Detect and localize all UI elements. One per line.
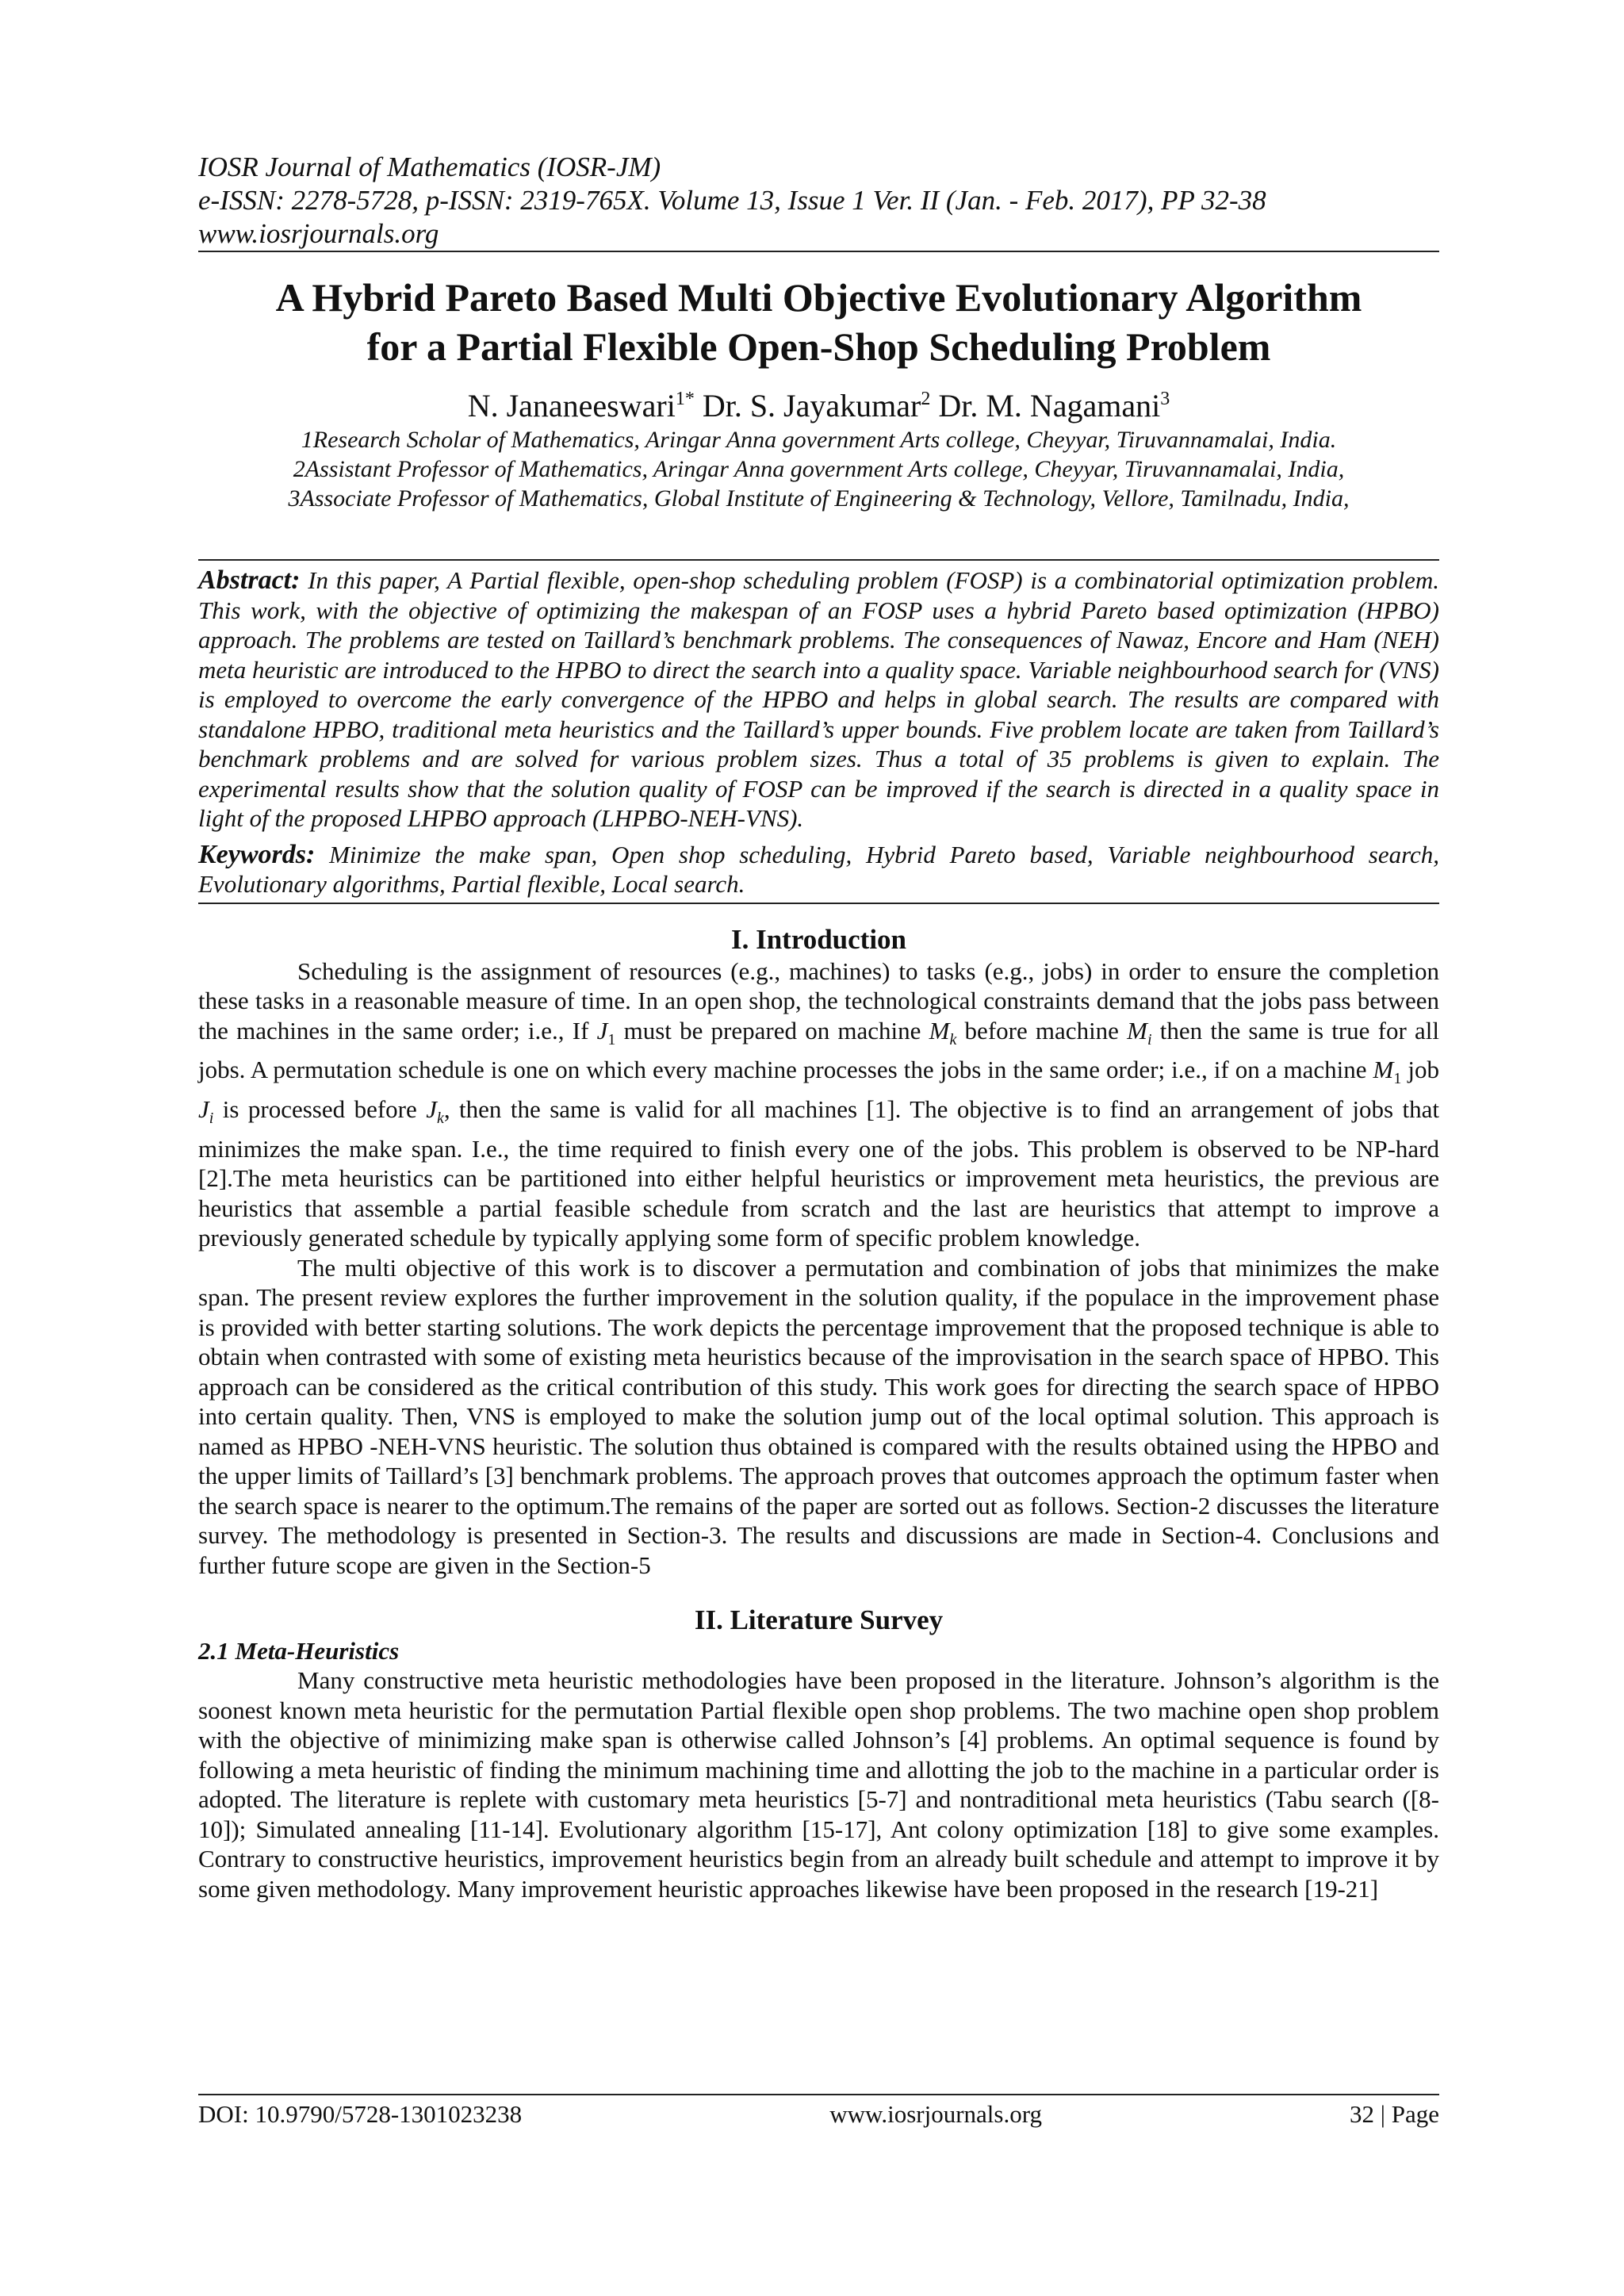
text-run: Scheduling is the assignment of resources (e.g., machines) to tasks (e.g., jobs) in order to ensure the completion these tasks in a reasonable measure of time. In an open shop, the technological constraints demand that the jobs pass between the machines in the same order; i.e., If bbox=[198, 956, 1439, 1045]
subsection-heading: 2.1 Meta-Heuristics bbox=[198, 1637, 400, 1665]
author-name: Dr. S. Jayakumar bbox=[702, 388, 921, 424]
author-mark: 1* bbox=[675, 389, 695, 409]
footer-page-number: 32 | Page bbox=[1350, 2100, 1439, 2128]
symbol: M bbox=[929, 1016, 950, 1045]
affiliation-line: 2Assistant Professor of Mathematics, Aringar Anna government Arts college, Cheyyar, Tiruvannamalai, India, bbox=[293, 456, 1345, 482]
math-symbol bbox=[929, 1016, 957, 1048]
math-symbol bbox=[426, 1094, 444, 1128]
abstract-text: In this paper, A Partial flexible, open-shop scheduling problem (FOSP) is a combinatorial optimization problem. This work, with the objective of optimizing the makespan of an FOSP uses a hybrid Pareto based optimization (HPBO) approach. The problems are tested on Taillard’s benchmark problems. The consequences of Nawaz, Encore and Ham (NEH) meta heuristic are introduced to the HPBO to direct the search into a quality space. Variable neighbourhood search for (VNS) is employed to overcome the early convergence of the HPBO and helps in global search. The results are compared with standalone HPBO, traditional meta heuristics and the Taillard’s upper bounds. Five problem locate are taken from Taillard’s benchmark problems and are solved for various problem sizes. Thus a total of 35 problems is given to explain. The experimental results show that the solution quality of FOSP can be improved if the search is directed in a quality space in light of the proposed LHPBO approach (LHPBO-NEH-VNS). bbox=[198, 566, 1440, 832]
issn-line: e-ISSN: 2278-5728, p-ISSN: 2319-765X. Volume 13, Issue 1 Ver. II (Jan. - Feb. 2017), PP 32-38 bbox=[198, 185, 1266, 216]
intro-paragraph-2: The multi objective of this work is to discover a permutation and combination of jobs that minimizes the make span. The present review explores the further improvement in the solution quality, if the populace in the improvement phase is provided with better starting solutions. The work depicts the percentage improvement that the proposed technique is able to obtain when contrasted with some of existing meta heuristics because of the improvisation in the search space of HPBO. This approach can be considered as the critical contribution of this study. This work goes for directing the search space of HPBO into certain quality. Then, VNS is employed to make the solution jump out of the local optimal solution. This approach is named as HPBO -NEH-VNS heuristic. The solution thus obtained is compared with the results obtained using the HPBO and the upper limits of Taillard’s [3] benchmark problems. The approach proves that outcomes approach the optimum faster when the search space is nearer to the optimum.The remains of the paper are sorted out as follows. Section-2 discusses the literature survey. The methodology is presented in Section-3. The results and discussions are made in Section-4. Conclusions and further future scope are given in the Section-5 bbox=[198, 1253, 1439, 1579]
author-mark: 3 bbox=[1160, 389, 1170, 409]
symbol: M bbox=[1373, 1056, 1394, 1084]
paper-title bbox=[198, 273, 1439, 371]
text-run: , then the same is valid for all machines [1]. The objective is to find an arrangement of jobs that minimizes the make span. I.e., the time required to finish every one of the jobs. This problem is observed to be NP-hard [2].The meta heuristics can be partitioned into either helpful heuristics or improvement meta heuristics, the previous are heuristics that assemble a partial feasible schedule from scratch and the last are heuristics that attempt to improve a previously generated schedule by typically applying some form of specific problem knowledge. bbox=[198, 1094, 1439, 1252]
title-line-1: A Hybrid Pareto Based Multi Objective Evolutionary Algorithm bbox=[275, 275, 1362, 320]
abstract-block bbox=[198, 559, 1439, 904]
symbol: J bbox=[198, 1094, 209, 1123]
subscript: i bbox=[209, 1110, 214, 1128]
keywords bbox=[198, 840, 1439, 903]
keywords-text: Minimize the make span, Open shop scheduling, Hybrid Pareto based, Variable neighbourhood search, Evolutionary algorithms, Partial flexible, Local search. bbox=[198, 840, 1439, 898]
author-name: N. Jananeeswari bbox=[467, 388, 676, 424]
text-run: before machine bbox=[956, 1016, 1128, 1045]
author-list bbox=[198, 387, 1439, 425]
affiliation-line: 1Research Scholar of Mathematics, Aringar Anna government Arts college, Cheyyar, Tiruvannamalai, India. bbox=[301, 427, 1337, 453]
symbol: M bbox=[1127, 1016, 1147, 1045]
text-run: must be prepared on machine bbox=[615, 1016, 929, 1045]
author-name: Dr. M. Nagamani bbox=[938, 388, 1161, 424]
header-rule bbox=[198, 251, 1439, 252]
footer-website[interactable]: www.iosrjournals.org bbox=[829, 2100, 1042, 2128]
math-symbol bbox=[198, 1094, 214, 1128]
author-mark: 2 bbox=[921, 389, 931, 409]
subscript: 1 bbox=[607, 1030, 616, 1048]
subscript: 1 bbox=[1393, 1070, 1402, 1088]
affiliations bbox=[198, 425, 1439, 513]
literature-paragraph-1: Many constructive meta heuristic methodologies have been proposed in the literature. Johnson’s algorithm is the soonest known meta heuristic for the permutation Partial flexible open shop problems. The two machine open shop problem with the objective of minimizing make span is otherwise called Johnson’s [4] problems. An optimal sequence is found by following a meta heuristic of finding the minimum machining time and allotting the job to the machine in a particular order is adopted. The literature is replete with customary meta heuristics [5-7] and nontraditional meta heuristics (Tabu search ([8-10]); Simulated annealing [11-14]. Evolutionary algorithm [15-17], Ant colony optimization [18] to give some examples. Contrary to constructive heuristics, improvement heuristics begin from an already built schedule and attempt to improve it by some given methodology. Many improvement heuristic approaches likewise have been proposed in the research [19-21] bbox=[198, 1666, 1439, 1903]
footer-doi: DOI: 10.9790/5728-1301023238 bbox=[198, 2100, 523, 2128]
subscript: k bbox=[436, 1110, 444, 1128]
math-symbol bbox=[1373, 1056, 1394, 1083]
keywords-label: Keywords: bbox=[198, 839, 316, 869]
text-run: then the same is true for all jobs. A permutation schedule is one on which every machine processes the jobs in the same order; i.e., if on a machine bbox=[198, 1016, 1439, 1084]
paper-page bbox=[198, 151, 1439, 1903]
section-heading-introduction: I. Introduction bbox=[730, 923, 907, 955]
journal-name: IOSR Journal of Mathematics (IOSR-JM) bbox=[198, 151, 661, 182]
abstract bbox=[198, 561, 1439, 838]
subscript: k bbox=[949, 1030, 957, 1048]
symbol: J bbox=[596, 1016, 608, 1045]
affiliation-line: 3Associate Professor of Mathematics, Global Institute of Engineering & Technology, Vellore, Tamilnadu, India, bbox=[288, 485, 1350, 512]
journal-website[interactable]: www.iosrjournals.org bbox=[198, 218, 439, 249]
math-symbol bbox=[597, 1017, 608, 1045]
journal-header bbox=[198, 151, 1439, 251]
title-line-2: for a Partial Flexible Open-Shop Scheduling Problem bbox=[366, 324, 1271, 369]
text-run: is processed before bbox=[213, 1094, 427, 1123]
abstract-bottom-rule bbox=[198, 903, 1439, 904]
symbol: J bbox=[426, 1094, 437, 1123]
section-heading-literature-survey: II. Literature Survey bbox=[694, 1604, 944, 1636]
text-run: job bbox=[1401, 1056, 1439, 1084]
page-footer bbox=[198, 2094, 1439, 2130]
math-symbol bbox=[1127, 1016, 1152, 1048]
abstract-label: Abstract: bbox=[198, 565, 301, 595]
subscript: i bbox=[1147, 1030, 1152, 1048]
intro-paragraph-1 bbox=[198, 956, 1439, 1253]
